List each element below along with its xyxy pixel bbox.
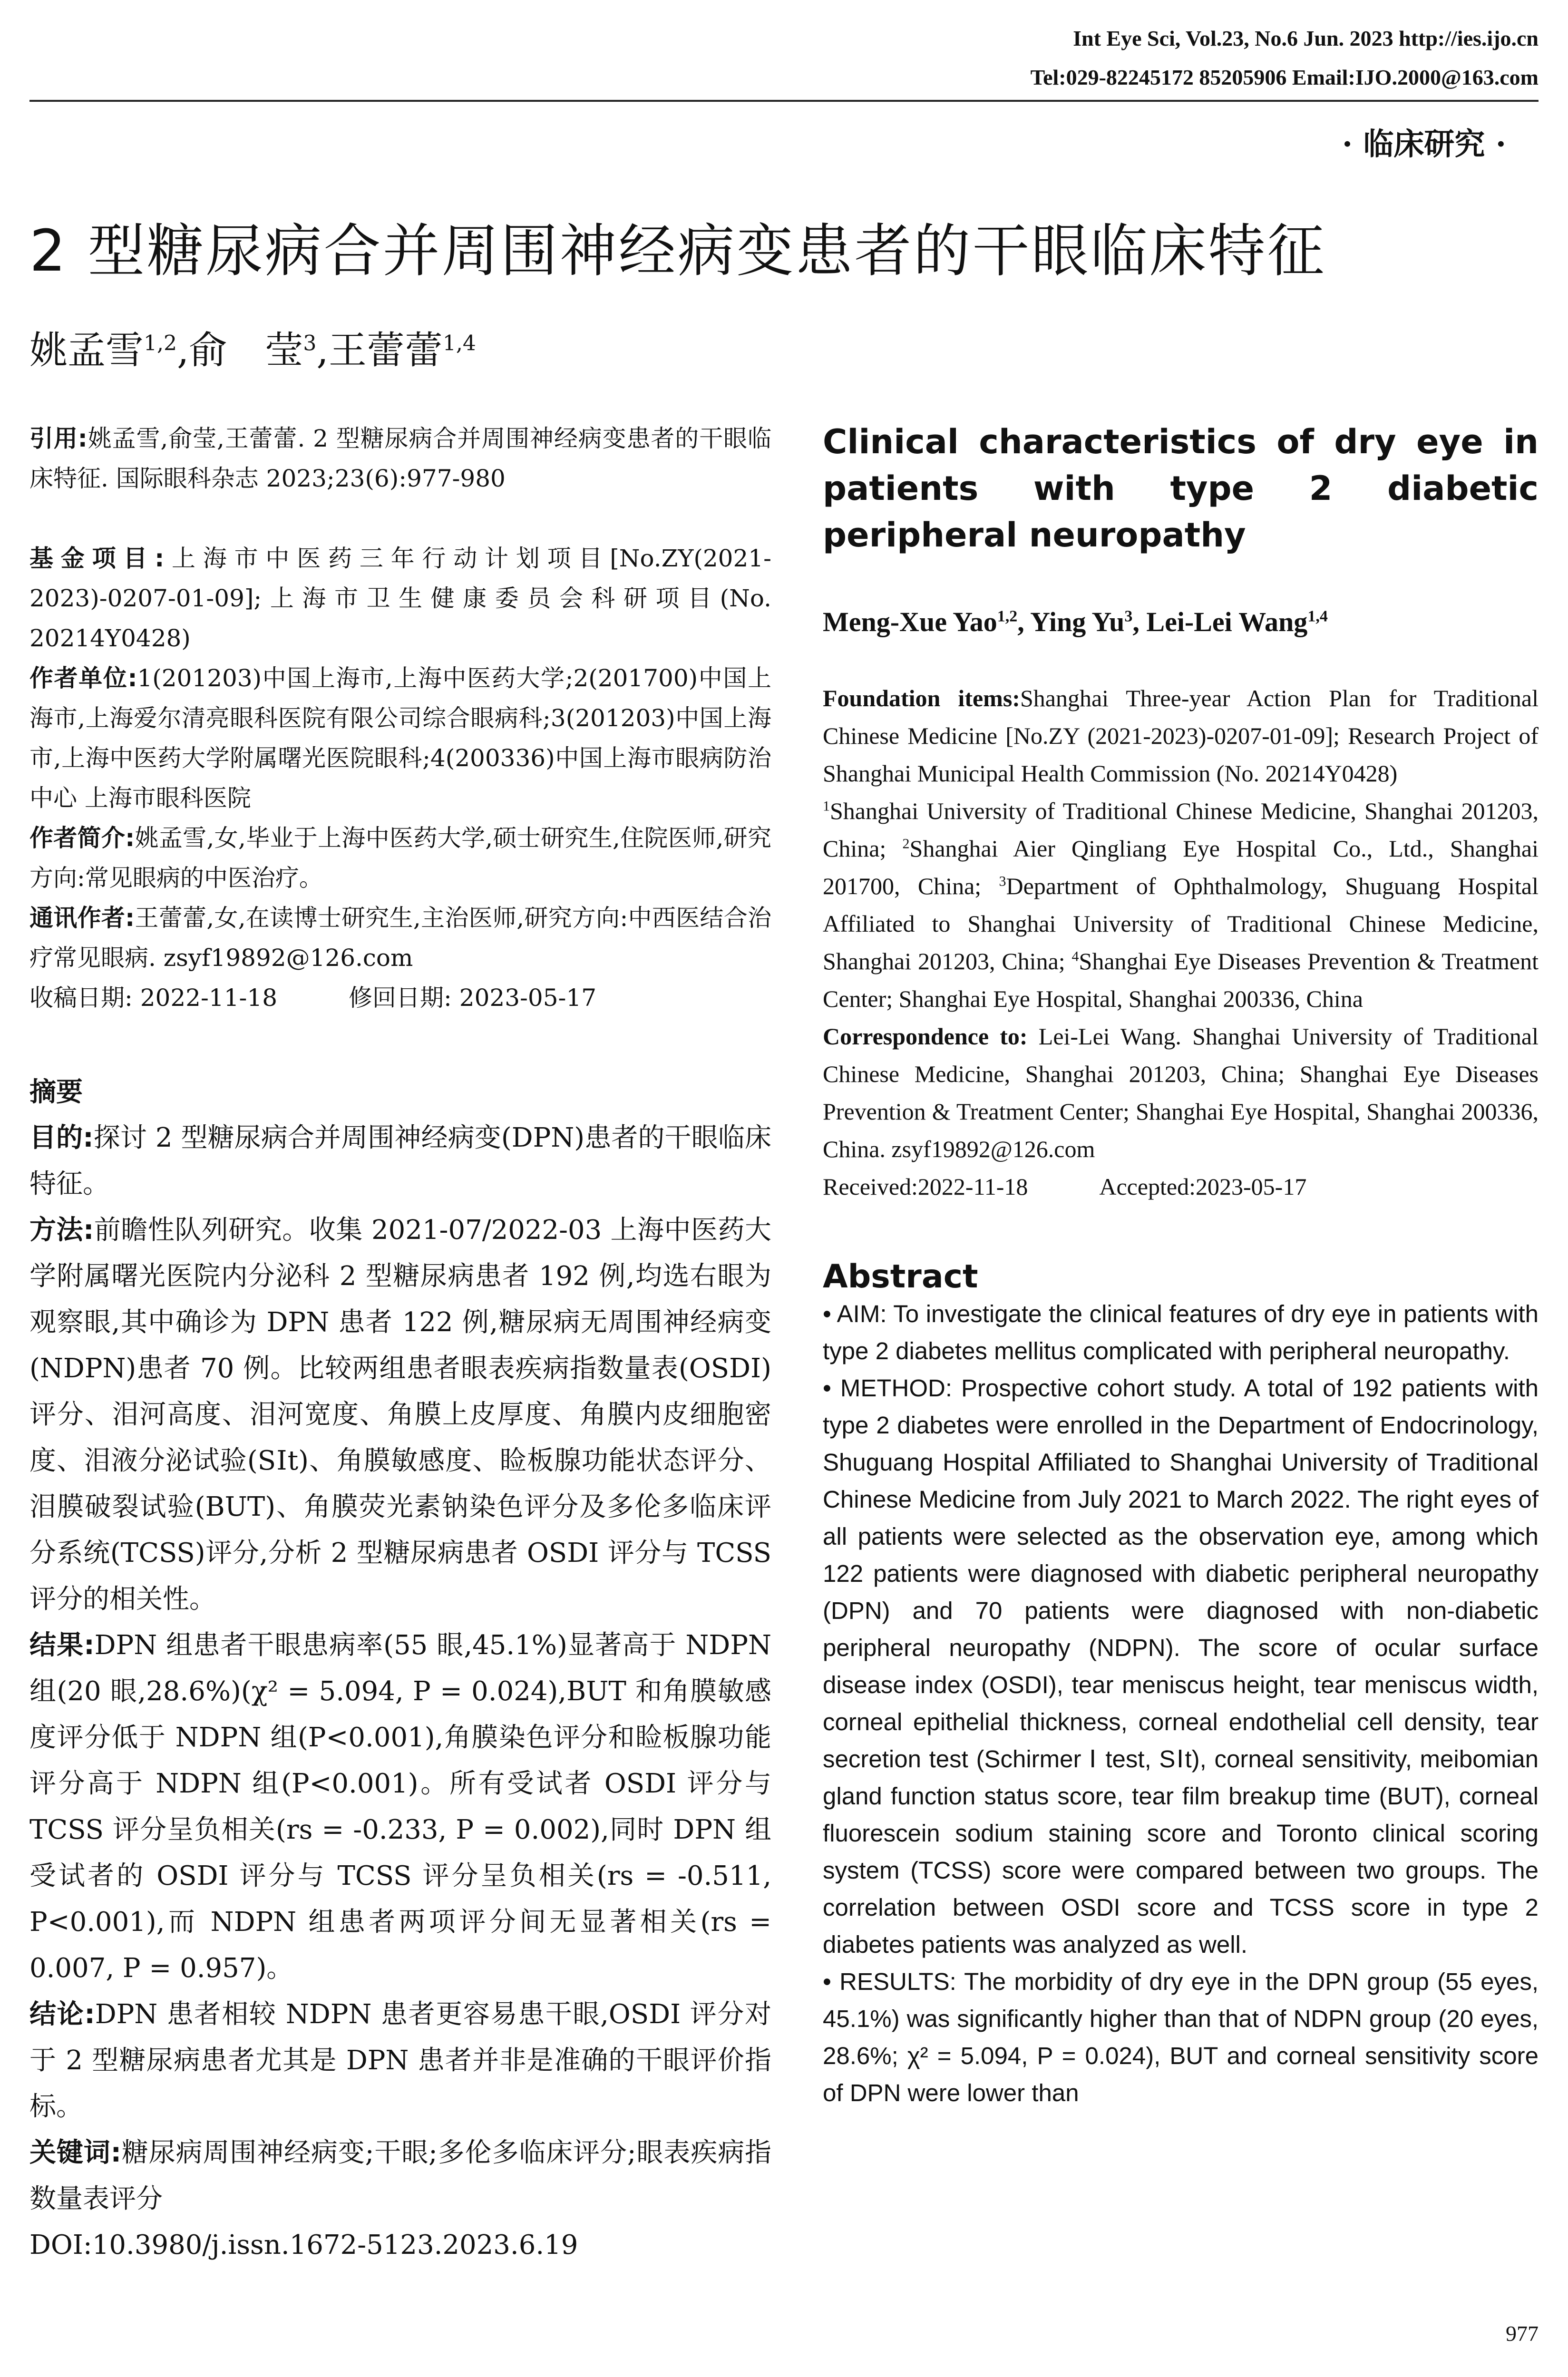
- foundation-items: [823, 680, 1539, 792]
- affiliation-en-2: Shanghai Aier Qingliang Eye Hospital Co., Ltd., Shanghai 201700, China;: [823, 835, 1539, 899]
- keywords-text: 糖尿病周围神经病变;干眼;多伦多临床评分;眼表疾病指数量表评分: [29, 2137, 771, 2214]
- accepted-date-en: Accepted:2023-05-17: [1099, 1173, 1307, 1200]
- fund-text: 上海市中医药三年行动计划项目[No.ZY(2021-2023)-0207-01-09];上海市卫生健康委员会科研项目(No. 20214Y0428): [29, 545, 771, 652]
- correspondence-cn: [29, 898, 771, 978]
- revised-date: 修回日期: 2023-05-17: [349, 984, 597, 1012]
- author-cn-affiliation: 3: [303, 331, 317, 356]
- authors-english: Meng-Xue Yao$^{1,2}$, Ying Yu$^3$, Lei-Lei Wang$^{1,4}$: [823, 606, 1328, 637]
- abstract-results-en: • RESULTS: The morbidity of dry eye in the DPN group (55 eyes, 45.1%) was significantly higher than that of NDPN group (20 eyes, 28.6%; χ² = 5.094, P = 0.024), BUT and corneal sensitivity score of DPN were lower than: [823, 1968, 1539, 2106]
- abstract-method: [29, 1207, 771, 1622]
- abstract-conclusion: [29, 1991, 771, 2130]
- affiliations-cn: [29, 658, 771, 818]
- conclusion-label: 结论:: [29, 1999, 95, 2030]
- title-english: Clinical characteristics of dry eye in patients with type 2 diabetic peripheral neuropathy: [823, 422, 1539, 555]
- correspondence-label: 通讯作者:: [29, 904, 135, 932]
- foundation-text: Shanghai Three-year Action Plan for Traditional Chinese Medicine [No.ZY (2021-2023)-0207-01-09]; Research Project of Shanghai Municipal Health Commission (No. 20214Y0428): [823, 685, 1539, 787]
- method-text: 前瞻性队列研究。收集 2021-07/2022-03 上海中医药大学附属曙光医院内分泌科 2 型糖尿病患者 192 例,均选右眼为观察眼,其中确诊为 DPN 患者 122 例,糖尿病无周围神经病变(NDPN)患者 70 例。比较两组患者眼表疾病指数量表(OSDI)评分、泪河高度、泪河宽度、角膜上皮厚度、角膜内皮细胞密度、泪液分泌试验(SⅠt)、角膜敏感度、睑板腺功能状态评分、泪膜破裂试验(BUT)、角膜荧光素钠染色评分及多伦多临床评分系统(TCSS)评分,分析 2 型糖尿病患者 OSDI 评分与 TCSS 评分的相关性。: [29, 1215, 771, 1615]
- affiliation-en-3: Department of Ophthalmology, Shuguang Hospital Affiliated to Shanghai University of Traditional Chinese Medicine, Shanghai 201203, China;: [823, 873, 1539, 974]
- author-en-name: Ying Yu: [1030, 606, 1125, 637]
- objective-text: 探讨 2 型糖尿病合并周围神经病变(DPN)患者的干眼临床特征。: [29, 1122, 771, 1199]
- author-cn-name: 姚孟雪: [29, 328, 144, 372]
- affiliation-en-4: Shanghai Eye Diseases Prevention & Treatment Center; Shanghai Eye Hospital, Shanghai 200336, China: [823, 948, 1539, 1012]
- bio-text: 姚孟雪,女,毕业于上海中医药大学,硕士研究生,住院医师,研究方向:常见眼病的中医治疗。: [29, 824, 771, 892]
- author-cn-name: 俞 莹: [189, 328, 303, 372]
- results-label: 结果:: [29, 1630, 95, 1661]
- affiliation-text: 1(201203)中国上海市,上海中医药大学;2(201700)中国上海市,上海爱尔清亮眼科医院有限公司综合眼病科;3(201203)中国上海市,上海中医药大学附属曙光医院眼科;4(200336)中国上海市眼病防治中心 上海市眼科医院: [29, 664, 771, 812]
- doi: DOI:10.3980/j.issn.1672-5123.2023.6.19: [29, 2230, 578, 2260]
- author-cn-name: 王蕾蕾: [328, 328, 443, 372]
- author-en-name: Lei-Lei Wang: [1146, 606, 1308, 637]
- author-en-affiliation: 3: [1124, 607, 1133, 625]
- author-bio: [29, 818, 771, 898]
- objective-label: 目的:: [29, 1122, 94, 1153]
- citation: [29, 419, 771, 498]
- bio-label: 作者简介:: [29, 824, 135, 852]
- method-label: 方法:: [29, 1215, 94, 1246]
- affiliations-en: $^1$Shanghai University of Traditional Chinese Medicine, Shanghai 201203, China; $^2$Shanghai Aier Qingliang Eye Hospital Co., Ltd., Shanghai 201700, China; $^3$Department of Ophthalmology, Shuguang Hospital Affiliated to Shanghai University of Traditional Chinese Medicine, Shanghai 201203, China; $^4$Shanghai Eye Diseases Prevention & Treatment Center; Shanghai Eye Hospital, Shanghai 200336, China: [823, 798, 1539, 1012]
- correspondence-en-text: Lei-Lei Wang. Shanghai University of Traditional Chinese Medicine, Shanghai 201203, China; Shanghai Eye Diseases Prevention & Treatment Center; Shanghai Eye Hospital, Shanghai 200336, China. zsyf19892@126.com: [823, 1023, 1539, 1162]
- citation-label: 引用:: [29, 425, 88, 452]
- fund-label: 基金项目:: [29, 545, 165, 572]
- abstract-aim-en: • AIM: To investigate the clinical features of dry eye in patients with type 2 diabetes mellitus complicated with peripheral neuropathy.: [823, 1300, 1539, 1364]
- dates-cn: [29, 978, 771, 1018]
- citation-text: 姚孟雪,俞莹,王蕾蕾. 2 型糖尿病合并周围神经病变患者的干眼临床特征. 国际眼科杂志 2023;23(6):977-980: [29, 425, 771, 492]
- conclusion-text: DPN 患者相较 NDPN 患者更容易患干眼,OSDI 评分对于 2 型糖尿病患者尤其是 DPN 患者并非是准确的干眼评价指标。: [29, 1999, 771, 2122]
- journal-header-line2: Tel:029-82245172 85205906 Email:IJO.2000@163.com: [1030, 65, 1539, 89]
- left-column: [29, 419, 771, 2268]
- correspondence-en: [823, 1018, 1539, 1168]
- affiliation-label: 作者单位:: [29, 664, 137, 692]
- affiliation-en-1: Shanghai University of Traditional Chinese Medicine, Shanghai 201203, China;: [823, 798, 1539, 862]
- fund-info: [29, 538, 771, 658]
- section-tag: · 临床研究 ·: [1342, 127, 1506, 162]
- authors-chinese: 姚孟雪$^{1,2}$,俞 莹$^3$,王蕾蕾$^{1,4}$: [29, 328, 476, 372]
- page-number: 977: [1506, 2321, 1539, 2346]
- abstract-heading-en: Abstract: [823, 1258, 978, 1296]
- abstract-heading-cn: 摘要: [29, 1077, 83, 1108]
- correspondence-text: 王蕾蕾,女,在读博士研究生,主治医师,研究方向:中西医结合治疗常见眼病. zsyf19892@126.com: [29, 904, 771, 972]
- author-en-name: Meng-Xue Yao: [823, 606, 997, 637]
- abstract-results: [29, 1622, 771, 1991]
- author-cn-affiliation: 1,2: [144, 331, 177, 356]
- author-en-affiliation: 1,2: [997, 607, 1018, 625]
- author-cn-affiliation: 1,4: [442, 331, 476, 356]
- author-en-affiliation: 1,4: [1307, 607, 1328, 625]
- received-date-en: Received:2022-11-18: [823, 1173, 1028, 1200]
- header-rule: [29, 100, 1539, 102]
- results-text: DPN 组患者干眼患病率(55 眼,45.1%)显著高于 NDPN 组(20 眼,28.6%)(χ² = 5.094, P = 0.024),BUT 和角膜敏感度评分低于 NDPN 组(P<0.001),角膜染色评分和睑板腺功能评分高于 NDPN 组(P<0.001)。所有受试者 OSDI 评分与 TCSS 评分呈负相关(rs = -0.233, P = 0.002),同时 DPN 组受试者的 OSDI 评分与 TCSS 评分呈负相关(rs = -0.511, P<0.001),而 NDPN 组患者两项评分间无显著相关(rs = 0.007, P = 0.957)。: [29, 1630, 771, 1984]
- dates-en: [823, 1168, 1539, 1206]
- abstract-method-en: • METHOD: Prospective cohort study. A total of 192 patients with type 2 diabetes were enrolled in the Department of Endocrinology, Shuguang Hospital Affiliated to Shanghai University of Traditional Chinese Medicine from July 2021 to March 2022. The right eyes of all patients were selected as the observation eye, among which 122 patients were diagnosed with diabetic peripheral neuropathy (DPN) and 70 patients were diagnosed with non-diabetic peripheral neuropathy (NDPN). The score of ocular surface disease index (OSDI), tear meniscus height, tear meniscus width, corneal epithelial thickness, corneal endothelial cell density, tear secretion test (Schirmer Ⅰ test, SⅠt), corneal sensitivity, meibomian gland function status score, tear film breakup time (BUT), corneal fluorescein sodium staining score and Toronto clinical scoring system (TCSS) score were compared between two groups. The correlation between OSDI score and TCSS score in type 2 diabetes patients was analyzed as well.: [823, 1374, 1539, 1958]
- correspondence-en-label: Correspondence to:: [823, 1023, 1028, 1050]
- keywords-cn: [29, 2130, 771, 2222]
- keywords-label: 关键词:: [29, 2137, 121, 2168]
- journal-header-line1: Int Eye Sci, Vol.23, No.6 Jun. 2023 http://ies.ijo.cn: [1073, 26, 1539, 50]
- foundation-label: Foundation items:: [823, 685, 1020, 711]
- abstract-objective: [29, 1115, 771, 1207]
- received-date: 收稿日期: 2022-11-18: [29, 984, 278, 1012]
- title-chinese: 2 型糖尿病合并周围神经病变患者的干眼临床特征: [29, 218, 1326, 284]
- right-column: [823, 419, 1539, 2112]
